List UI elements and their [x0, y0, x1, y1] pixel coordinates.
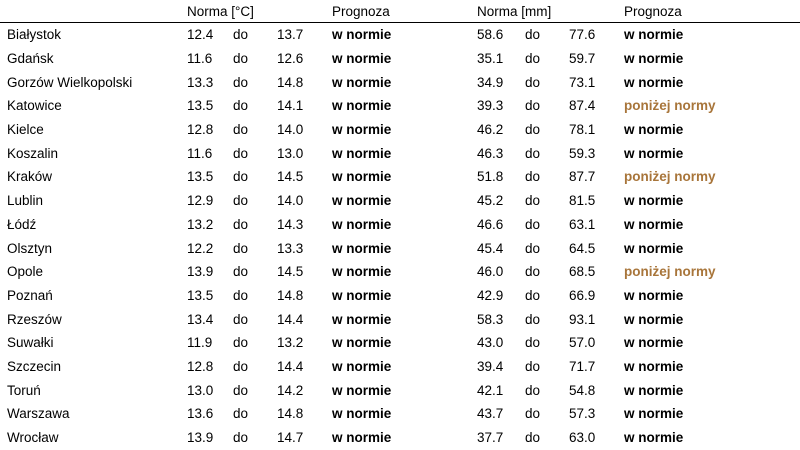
precip-min-cell: 58.6: [477, 27, 504, 43]
temp-max-cell: 12.6: [277, 51, 304, 67]
table-header: [0, 0, 800, 23]
temp-max-cell: 14.0: [277, 193, 304, 209]
precip-min-cell: 34.9: [477, 74, 504, 90]
temp-min-cell: 12.9: [187, 193, 214, 209]
table-row: [0, 118, 800, 142]
temp-range-connector: do: [233, 193, 249, 209]
temp-min-cell: 13.4: [187, 311, 214, 327]
precip-forecast-cell: w normie: [624, 193, 684, 209]
header-precipitation-forecast: Prognoza: [622, 0, 800, 23]
precip-forecast-cell: w normie: [624, 27, 684, 43]
table-row: [0, 70, 800, 94]
precip-max-cell: 71.7: [569, 358, 596, 374]
table-row: [0, 165, 800, 189]
temp-min-cell: 12.4: [187, 27, 214, 43]
temp-range-connector: do: [233, 98, 249, 114]
precip-min-cell: 43.7: [477, 406, 504, 422]
temp-forecast-cell: w normie: [332, 311, 392, 327]
precip-forecast-cell: w normie: [624, 382, 684, 398]
precip-max-cell: 63.0: [569, 430, 596, 446]
table-row: [0, 189, 800, 213]
table-row: [0, 426, 800, 450]
city-cell: Kraków: [7, 169, 53, 185]
city-cell: Poznań: [7, 287, 53, 303]
temp-forecast-cell: w normie: [332, 98, 392, 114]
city-cell: Białystok: [7, 27, 62, 43]
precip-forecast-cell: w normie: [624, 51, 684, 67]
precip-max-cell: 57.0: [569, 335, 596, 351]
precip-min-cell: 58.3: [477, 311, 504, 327]
header-temperature-forecast: Prognoza: [330, 0, 470, 23]
temp-max-cell: 13.3: [277, 240, 304, 256]
precip-range-connector: do: [525, 358, 541, 374]
precip-max-cell: 77.6: [569, 27, 596, 43]
precip-min-cell: 35.1: [477, 51, 504, 67]
city-cell: Rzeszów: [7, 311, 62, 327]
precip-max-cell: 59.3: [569, 145, 596, 161]
precip-range-connector: do: [525, 145, 541, 161]
precip-min-cell: 42.9: [477, 287, 504, 303]
temp-min-cell: 13.0: [187, 382, 214, 398]
table-row: [0, 402, 800, 426]
temp-min-cell: 13.9: [187, 264, 214, 280]
precip-min-cell: 39.3: [477, 98, 504, 114]
table-body: [0, 23, 800, 450]
city-cell: Gorzów Wielkopolski: [7, 74, 133, 90]
temp-range-connector: do: [233, 27, 249, 43]
temp-forecast-cell: w normie: [332, 382, 392, 398]
city-cell: Koszalin: [7, 145, 59, 161]
temp-range-connector: do: [233, 169, 249, 185]
precip-forecast-cell: w normie: [624, 406, 684, 422]
precip-max-cell: 93.1: [569, 311, 596, 327]
temp-min-cell: 13.3: [187, 74, 214, 90]
city-cell: Suwałki: [7, 335, 54, 351]
precip-min-cell: 46.0: [477, 264, 504, 280]
precip-forecast-cell: w normie: [624, 74, 684, 90]
city-cell: Szczecin: [7, 358, 62, 374]
temp-max-cell: 14.1: [277, 98, 304, 114]
temp-max-cell: 14.3: [277, 216, 304, 232]
temp-max-cell: 14.2: [277, 382, 304, 398]
temp-forecast-cell: w normie: [332, 287, 392, 303]
precip-max-cell: 66.9: [569, 287, 596, 303]
temp-min-cell: 12.2: [187, 240, 214, 256]
temp-range-connector: do: [233, 382, 249, 398]
precip-range-connector: do: [525, 406, 541, 422]
precip-max-cell: 63.1: [569, 216, 596, 232]
temp-forecast-cell: w normie: [332, 240, 392, 256]
temp-min-cell: 13.5: [187, 98, 214, 114]
temp-forecast-cell: w normie: [332, 430, 392, 446]
precip-range-connector: do: [525, 240, 541, 256]
temp-min-cell: 11.9: [187, 335, 213, 351]
precip-max-cell: 68.5: [569, 264, 596, 280]
temp-range-connector: do: [233, 358, 249, 374]
precip-forecast-cell: w normie: [624, 287, 684, 303]
precip-min-cell: 37.7: [477, 430, 504, 446]
precip-max-cell: 87.7: [569, 169, 596, 185]
temp-range-connector: do: [233, 122, 249, 138]
precip-forecast-cell: poniżej normy: [624, 98, 716, 114]
precip-range-connector: do: [525, 311, 541, 327]
temp-range-connector: do: [233, 240, 249, 256]
temp-max-cell: 14.7: [277, 430, 304, 446]
temp-min-cell: 11.6: [187, 145, 213, 161]
precip-max-cell: 73.1: [569, 74, 596, 90]
temp-forecast-cell: w normie: [332, 74, 392, 90]
city-cell: Toruń: [7, 382, 41, 398]
precip-range-connector: do: [525, 98, 541, 114]
precip-min-cell: 46.6: [477, 216, 504, 232]
temp-forecast-cell: w normie: [332, 406, 392, 422]
table-row: [0, 236, 800, 260]
precip-max-cell: 64.5: [569, 240, 596, 256]
table-row: [0, 355, 800, 379]
precip-forecast-cell: w normie: [624, 240, 684, 256]
precip-max-cell: 59.7: [569, 51, 596, 67]
temp-max-cell: 13.7: [277, 27, 304, 43]
precip-min-cell: 51.8: [477, 169, 504, 185]
header-precipitation-norm: Norma [mm]: [470, 0, 622, 23]
precip-forecast-cell: poniżej normy: [624, 264, 716, 280]
temp-max-cell: 14.8: [277, 406, 304, 422]
header-row: [0, 0, 800, 23]
city-cell: Łódź: [7, 216, 37, 232]
temp-min-cell: 12.8: [187, 122, 214, 138]
precip-min-cell: 43.0: [477, 335, 504, 351]
temp-range-connector: do: [233, 406, 249, 422]
precip-range-connector: do: [525, 382, 541, 398]
precip-min-cell: 45.2: [477, 193, 504, 209]
precip-min-cell: 42.1: [477, 382, 504, 398]
header-temperature-norm: Norma [°C]: [180, 0, 330, 23]
table-row: [0, 94, 800, 118]
temp-range-connector: do: [233, 145, 249, 161]
precip-max-cell: 78.1: [569, 122, 596, 138]
temp-min-cell: 13.2: [187, 216, 214, 232]
table-row: [0, 331, 800, 355]
precip-forecast-cell: w normie: [624, 216, 684, 232]
table-row: [0, 213, 800, 237]
temp-forecast-cell: w normie: [332, 358, 392, 374]
table-row: [0, 47, 800, 71]
temp-max-cell: 14.8: [277, 74, 304, 90]
temp-min-cell: 11.6: [187, 51, 213, 67]
temp-forecast-cell: w normie: [332, 216, 392, 232]
precip-max-cell: 81.5: [569, 193, 596, 209]
precip-forecast-cell: poniżej normy: [624, 169, 716, 185]
precip-range-connector: do: [525, 74, 541, 90]
table-row: [0, 141, 800, 165]
temp-range-connector: do: [233, 264, 249, 280]
temp-max-cell: 13.2: [277, 335, 304, 351]
precip-range-connector: do: [525, 287, 541, 303]
precip-range-connector: do: [525, 430, 541, 446]
temp-forecast-cell: w normie: [332, 193, 392, 209]
precip-max-cell: 54.8: [569, 382, 596, 398]
temp-range-connector: do: [233, 287, 249, 303]
temp-forecast-cell: w normie: [332, 27, 392, 43]
city-cell: Katowice: [7, 98, 62, 114]
precip-min-cell: 46.2: [477, 122, 504, 138]
city-cell: Lublin: [7, 193, 44, 209]
city-cell: Warszawa: [7, 406, 70, 422]
city-cell: Wrocław: [7, 430, 59, 446]
temp-max-cell: 14.5: [277, 169, 304, 185]
table-row: [0, 260, 800, 284]
precip-forecast-cell: w normie: [624, 122, 684, 138]
temp-forecast-cell: w normie: [332, 51, 392, 67]
temp-range-connector: do: [233, 51, 249, 67]
table-row: [0, 284, 800, 308]
precip-forecast-cell: w normie: [624, 430, 684, 446]
table-row: [0, 307, 800, 331]
precip-forecast-cell: w normie: [624, 335, 684, 351]
temp-range-connector: do: [233, 311, 249, 327]
precip-forecast-cell: w normie: [624, 145, 684, 161]
precip-range-connector: do: [525, 169, 541, 185]
temp-min-cell: 13.5: [187, 287, 214, 303]
precip-range-connector: do: [525, 51, 541, 67]
table-row: [0, 23, 800, 47]
temp-min-cell: 13.6: [187, 406, 214, 422]
header-city-blank: [0, 0, 180, 23]
temp-forecast-cell: w normie: [332, 335, 392, 351]
temp-range-connector: do: [233, 216, 249, 232]
temp-max-cell: 13.0: [277, 145, 304, 161]
temp-min-cell: 12.8: [187, 358, 214, 374]
precip-range-connector: do: [525, 27, 541, 43]
city-cell: Kielce: [7, 122, 44, 138]
temp-max-cell: 14.5: [277, 264, 304, 280]
precip-range-connector: do: [525, 193, 541, 209]
precip-min-cell: 46.3: [477, 145, 504, 161]
temp-range-connector: do: [233, 430, 249, 446]
table-row: [0, 378, 800, 402]
precip-min-cell: 45.4: [477, 240, 504, 256]
temp-min-cell: 13.5: [187, 169, 214, 185]
precip-max-cell: 57.3: [569, 406, 596, 422]
temp-forecast-cell: w normie: [332, 122, 392, 138]
temp-min-cell: 13.9: [187, 430, 214, 446]
city-cell: Gdańsk: [7, 51, 54, 67]
temp-range-connector: do: [233, 74, 249, 90]
city-cell: Opole: [7, 264, 44, 280]
temp-forecast-cell: w normie: [332, 264, 392, 280]
temp-max-cell: 14.4: [277, 358, 304, 374]
temp-max-cell: 14.0: [277, 122, 304, 138]
precip-forecast-cell: w normie: [624, 311, 684, 327]
precip-forecast-cell: w normie: [624, 358, 684, 374]
precip-range-connector: do: [525, 122, 541, 138]
temp-forecast-cell: w normie: [332, 169, 392, 185]
temp-max-cell: 14.4: [277, 311, 304, 327]
precip-min-cell: 39.4: [477, 358, 504, 374]
temp-forecast-cell: w normie: [332, 145, 392, 161]
city-cell: Olsztyn: [7, 240, 53, 256]
precip-max-cell: 87.4: [569, 98, 596, 114]
precip-range-connector: do: [525, 264, 541, 280]
precip-range-connector: do: [525, 216, 541, 232]
precip-range-connector: do: [525, 335, 541, 351]
temp-range-connector: do: [233, 335, 249, 351]
temp-max-cell: 14.8: [277, 287, 304, 303]
